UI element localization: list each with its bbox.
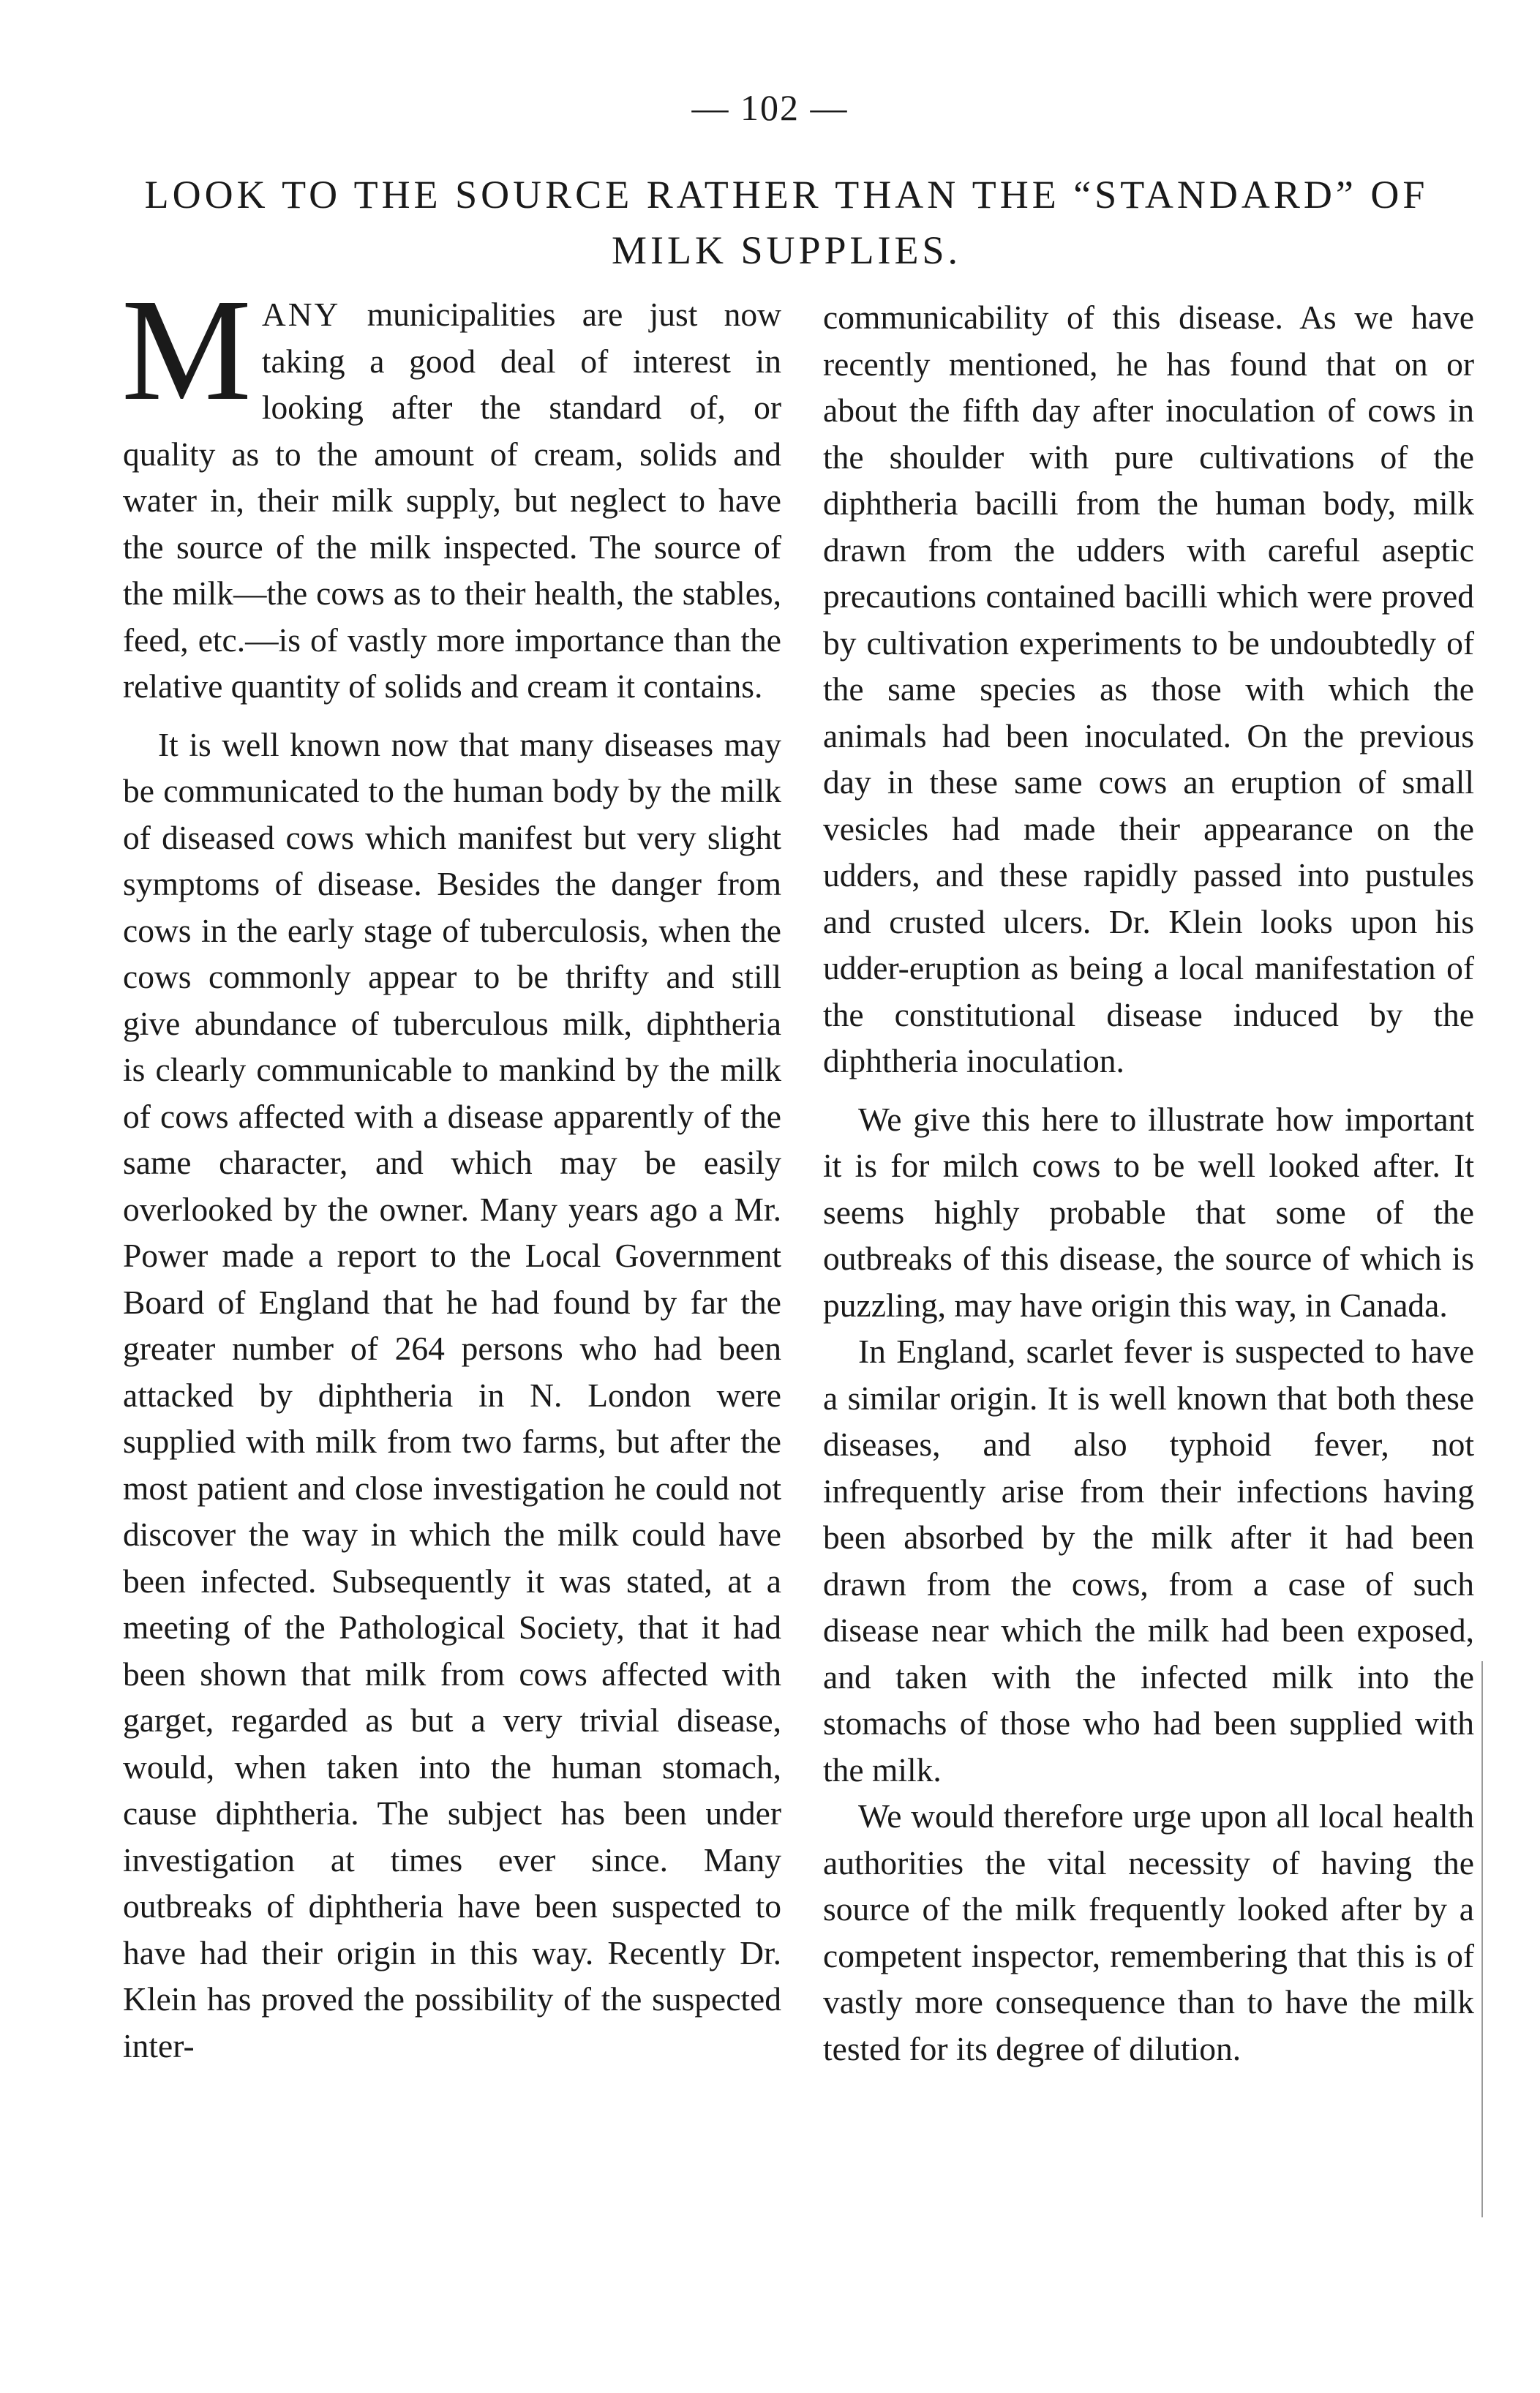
right-column (823, 294, 1474, 2072)
right-paragraph-1: communicability of this disease. As we have recently mentioned, he has found that on or about the fifth day after inoculation of cows in the shoulder with pure cultivations of the diphtheria bacilli from the human body, milk drawn from the udders with careful aseptic precautions contained bacilli which were proved by cultivation experiments to be undoubtedly of the same species as those with which the animals had been inoculated. On the previous day in these same cows an eruption of small vesicles had made their appearance on the udders, and these rapidly passed into pustules and crusted ulcers. Dr. Klein looks upon his udder-eruption as being a local manifestation of the constitutional disease induced by the diphtheria inoculation. (823, 299, 1474, 1079)
margin-rule (1481, 1661, 1483, 2217)
right-paragraph-3: In England, scarlet fever is suspected to have a similar origin. It is well known that both these diseases, and also typhoid fever, not infrequently arise from their infections having been absorbed by the milk after it had been drawn from the cows, from a case of such disease near which the milk had been exposed, and taken with the infected milk into the stomachs of those who had been supplied with the milk. (823, 1333, 1474, 1789)
article-title: LOOK TO THE SOURCE RATHER THAN THE “STANDARD” OF MILK SUPPLIES. (144, 173, 1429, 272)
left-paragraph-2: It is well known now that many diseases may be communicated to the human body by the milk of diseased cows which manifest but very slight symptoms of disease. Besides the danger from cows in the early stage of tuberculosis, when the cows commonly appear to be thrifty and still give abundance of tuberculous milk, diphtheria is clearly communicable to mankind by the milk of cows affected with a disease apparently of the same character, and which may be easily overlooked by the owner. Many years ago a Mr. Power made a report to the Local Government Board of England that he had found by far the greater number of 264 persons who had been attacked by diphtheria in N. London were supplied with milk from two farms, but after the most patient and close investigation he could not discover the way in which the milk could have been infected. Subsequently it was stated, at a meeting of the Pathological Society, that it had been shown that milk from cows affected with garget, regarded as but a very trivial disease, would, when taken into the human stomach, cause diphtheria. The subject has been under investigation at times ever since. Many outbreaks of diphtheria have been suspected to have had their origin in this way. Recently Dr. Klein has proved the possibility of the suspected inter- (123, 725, 781, 2064)
page-number: — 102 — (691, 87, 849, 128)
right-paragraph-4: We would therefore urge upon all local health authorities the vital necessity of having the source of the milk frequently looked after by a competent inspector, remembering that this is of vastly more consequence than to have the milk tested for its degree of dilution. (823, 1797, 1474, 2067)
left-paragraph-1 (121, 269, 781, 710)
lead-word: ANY (261, 296, 341, 333)
left-paragraph-1-text: municipalities are just now taking a good deal of interest in looking after the standard of, or quality as to the amount of cream, solids and water in, their milk supply, but neglect to have the source of the milk inspected. The source of the milk—the cows as to their health, the stables, feed, etc.—is of vastly more importance than the relative quantity of solids and cream it contains. (123, 296, 781, 705)
right-paragraph-2: We give this here to illustrate how important it is for milch cows to be well looked after. It seems highly probable that some of the outbreaks of this disease, the source of which is puzzling, may have origin this way, in Canada. (823, 1100, 1474, 1324)
drop-cap: M (121, 269, 252, 431)
left-column (121, 269, 781, 2069)
